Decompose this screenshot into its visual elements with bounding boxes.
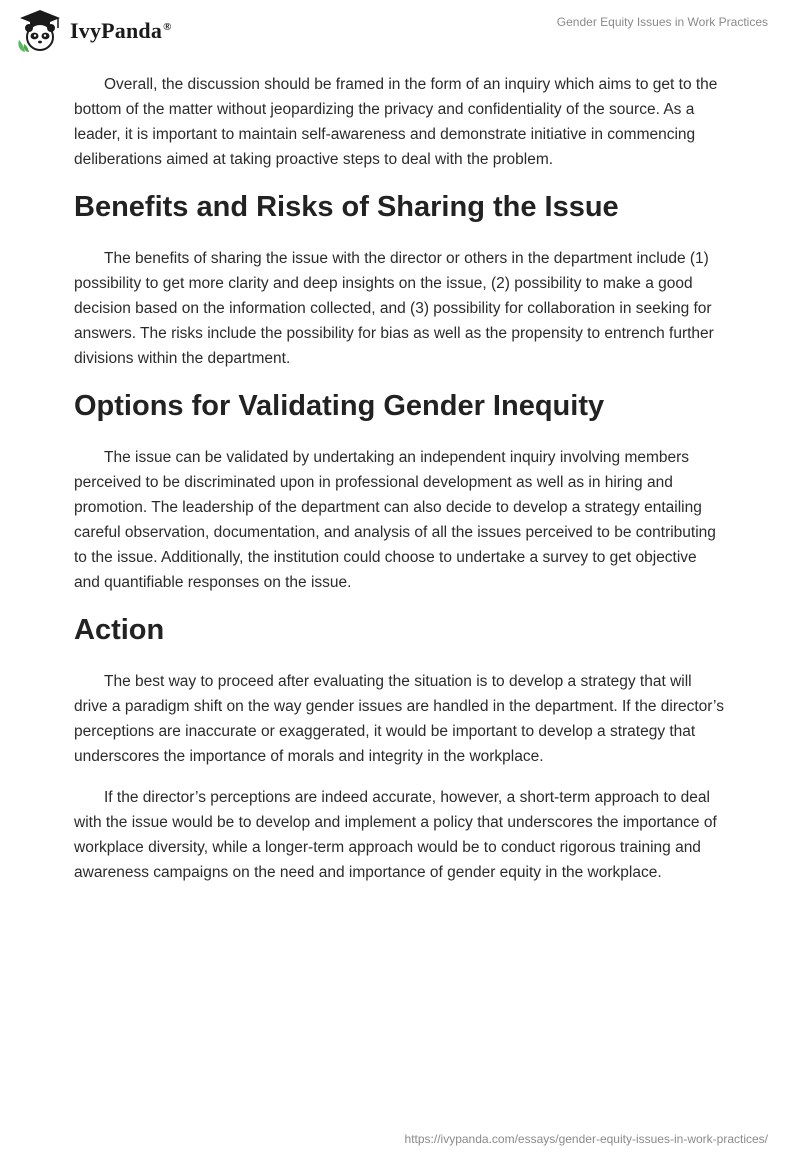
logo-wordmark: IvyPanda® (70, 18, 172, 43)
paragraph-validating-options: The issue can be validated by undertaking an independent inquiry involving members perceived to be discriminated upon in professional development as well as in hiring and promotion. The leadership of the department can also decide to develop a strategy entailing careful observation, documentation, and analysis of all the issues perceived to be contributing to the issue. Additionally, the institution could choose to undertake a survey to get objective and quantifiable responses on the issue. (74, 449, 716, 591)
section-heading-benefits-risks: Benefits and Risks of Sharing the Issue (74, 191, 619, 223)
section-heading-validating-options: Options for Validating Gender Inequity (74, 390, 605, 422)
panda-graduation-cap-icon (16, 8, 64, 54)
paragraph-benefits-risks: The benefits of sharing the issue with the director or others in the department include (1) possibility to get more clarity and deep insights on the issue, (2) possibility to make a good decision based on the information collected, and (3) possibility for collaboration in seeking for answers. The risks include the possibility for bias as well as the propensity to entrench further divisions within the department. (74, 250, 714, 367)
essay-content (74, 72, 726, 901)
paragraph-action-1: The best way to proceed after evaluating the situation is to develop a strategy that will drive a paradigm shift on the way gender issues are handled in the department. If the director’s perceptions are inaccurate or exaggerated, it would be important to develop a strategy that underscores the importance of morals and integrity in the workplace. (74, 673, 724, 765)
paragraph-action-2: If the director’s perceptions are indeed accurate, however, a short-term approach to deal with the issue would be to develop and implement a policy that underscores the importance of workplace diversity, while a longer-term approach would be to conduct rigorous training and awareness campaigns on the need and importance of gender equity in the workplace. (74, 789, 717, 881)
document-title: Gender Equity Issues in Work Practices (556, 15, 768, 29)
ivypanda-logo[interactable] (16, 8, 172, 54)
intro-paragraph: Overall, the discussion should be framed in the form of an inquiry which aims to get to the bottom of the matter without jeopardizing the privacy and confidentiality of the source. As a leader, it is important to maintain self-awareness and demonstrate initiative in commencing deliberations aimed at taking proactive steps to deal with the problem. (74, 76, 718, 168)
section-heading-action: Action (74, 614, 165, 646)
page-header (0, 0, 800, 60)
source-url[interactable]: https://ivypanda.com/essays/gender-equity-issues-in-work-practices/ (404, 1132, 768, 1146)
